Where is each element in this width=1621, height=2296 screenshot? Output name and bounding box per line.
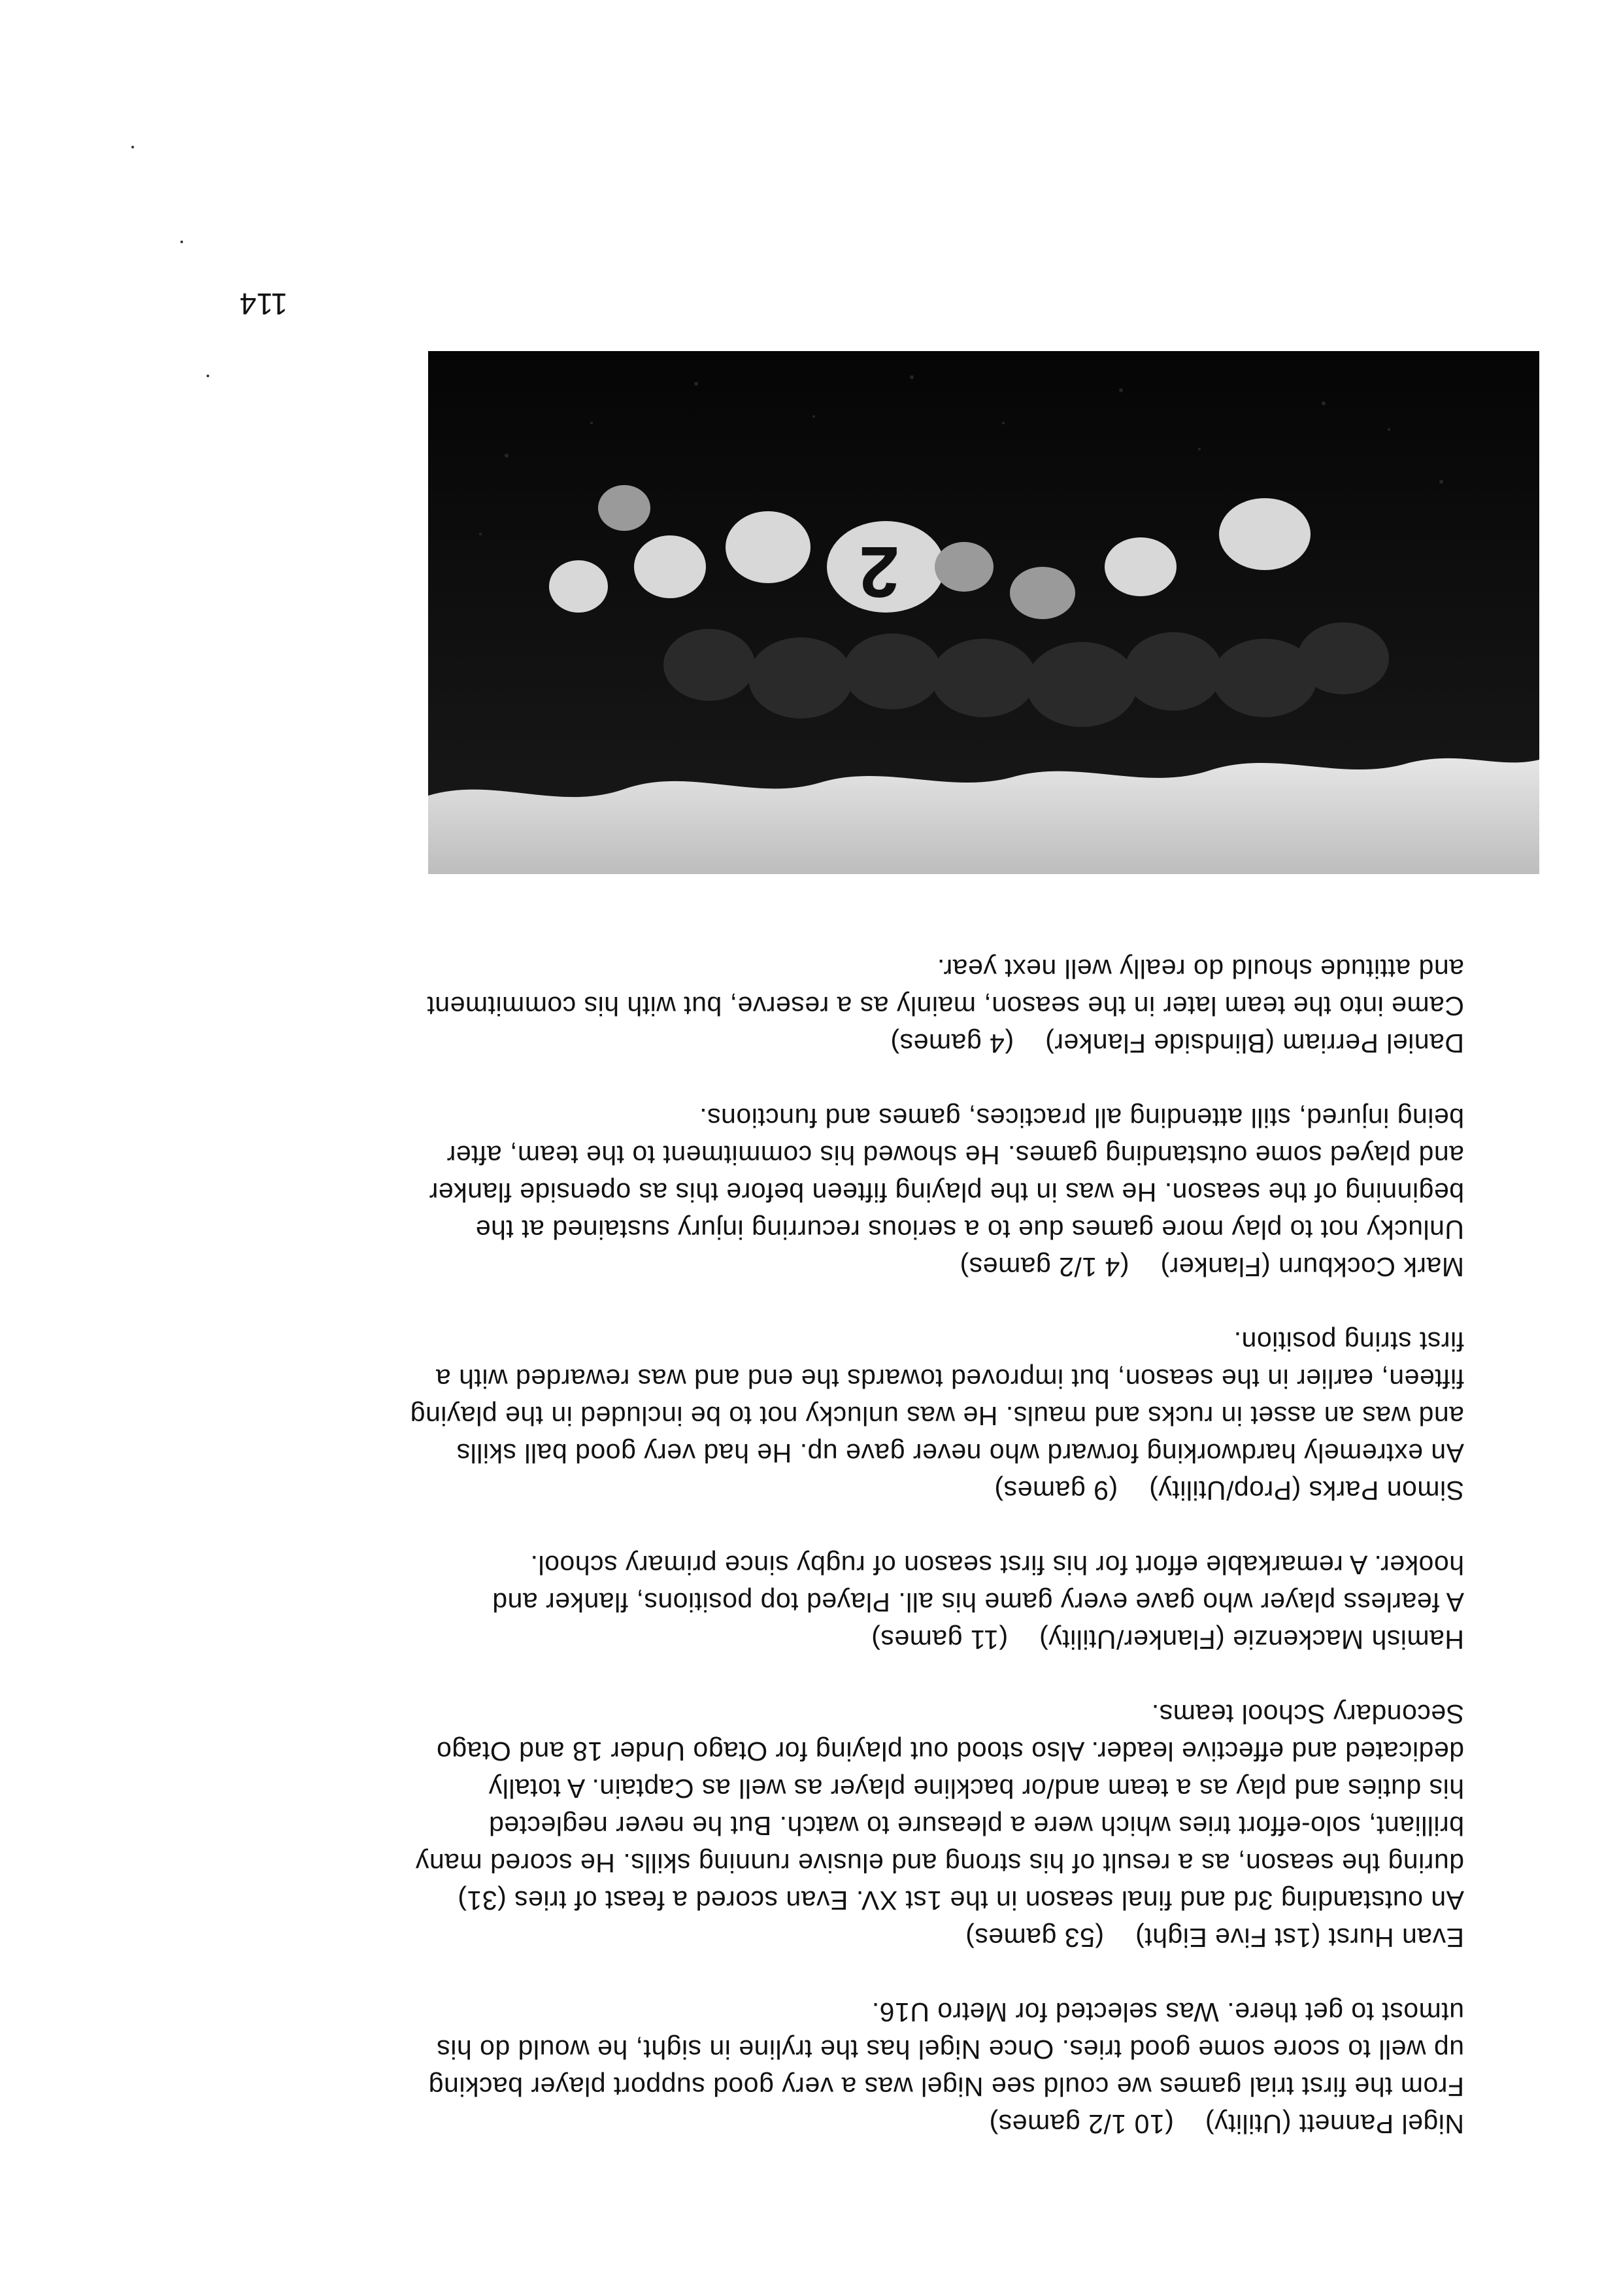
scan-speck	[180, 241, 183, 243]
report-line: being injured, still attending all practices, games and functions.	[699, 1103, 1464, 1133]
games-played: (11 games)	[871, 1625, 1009, 1655]
player-name-position: Hamish Mackenzie (Flanker/Utility)	[1039, 1625, 1464, 1655]
report-line: and was an asset in rucks and mauls. He was unlucky not to be included in the playing	[410, 1401, 1464, 1431]
report-line: up well to score some good tries. Once Nigel has the tryline in sight, he would do his	[436, 2034, 1464, 2065]
player-heading	[150, 1919, 1464, 1956]
jersey-number: 2	[859, 532, 899, 612]
report-line: Unlucky not to play more games due to a serious recurring injury sustained at the	[475, 1215, 1464, 1245]
player-name-position: Daniel Perriam (Blindside Flanker)	[1044, 1028, 1464, 1058]
player-reports	[150, 913, 1464, 2142]
player-entry	[150, 950, 1464, 1062]
page-number: 114	[239, 287, 288, 321]
report-line: and attitude should do really well next year.	[937, 954, 1464, 984]
player-name-position: Mark Cockburn (Flanker)	[1160, 1252, 1464, 1282]
rugby-scrum-image	[428, 351, 1539, 874]
scan-speck	[207, 375, 209, 377]
player-report-text	[150, 1099, 1464, 1248]
report-line: Secondary School teams.	[1151, 1699, 1464, 1729]
report-line: hooker. A remarkable effort for his first season of rugby since primary school.	[530, 1550, 1464, 1580]
games-played: (9 games)	[994, 1476, 1118, 1506]
player-heading	[150, 1472, 1464, 1509]
player-entry	[150, 1546, 1464, 1658]
player-report-text	[150, 1546, 1464, 1621]
player-entry	[150, 1323, 1464, 1509]
report-line: An extremely hardworking forward who never gave up. He had very good ball skills	[456, 1438, 1464, 1468]
games-played: (10 1/2 games)	[989, 2109, 1174, 2139]
report-line: beginning of the season. He was in the playing fifteen before this as openside flanker	[429, 1177, 1464, 1207]
player-name-position: Nigel Pannett (Utility)	[1205, 2109, 1464, 2139]
player-entry	[150, 1099, 1464, 1285]
player-heading	[150, 1024, 1464, 1062]
scan-speck	[131, 146, 134, 148]
player-heading	[150, 1248, 1464, 1285]
player-entry	[150, 1695, 1464, 1956]
player-name-position: Evan Hurst (1st Five Eight)	[1135, 1923, 1464, 1953]
games-played: (4 games)	[890, 1028, 1014, 1058]
report-line: fifteen, earlier in the season, but improved towards the end and was rewarded with a	[435, 1364, 1464, 1394]
report-line: and played some outstanding games. He showed his commitment to the team, after	[446, 1140, 1464, 1170]
team-photo	[428, 351, 1539, 874]
report-line: From the first trial games we could see Nigel was a very good support player backing	[428, 2072, 1464, 2102]
player-heading	[150, 1621, 1464, 1658]
games-played: (53 games)	[965, 1923, 1105, 1953]
report-line: utmost to get there. Was selected for Metro U16.	[871, 1997, 1464, 2027]
player-heading	[150, 2105, 1464, 2142]
report-line: Came into the team later in the season, mainly as a reserve, but with his commitment	[426, 991, 1464, 1021]
report-line: A fearless player who gave every game his all. Played top positions, flanker and	[492, 1587, 1464, 1617]
player-name-position: Simon Parks (Prop/Utility)	[1148, 1476, 1464, 1506]
player-entry	[150, 1993, 1464, 2142]
report-line: first string position.	[1233, 1326, 1464, 1357]
player-report-text	[150, 1695, 1464, 1919]
player-report-text	[150, 1323, 1464, 1472]
report-line: during the season, as a result of his strong and elusive running skills. He scored many	[415, 1848, 1464, 1878]
report-line: dedicated and effective leader. Also stood out playing for Otago Under 18 and Otago	[436, 1736, 1464, 1766]
player-report-text	[150, 950, 1464, 1024]
report-line: his duties and play as a team and/or backline player as well as Captain. A totally	[488, 1774, 1464, 1804]
report-line: brilliant, solo-effort tries which were a pleasure to watch. But he never neglected	[488, 1811, 1464, 1841]
report-line: An outstanding 3rd and final season in the 1st XV. Evan scored a feast of tries (31)	[457, 1885, 1464, 1916]
player-report-text	[150, 1993, 1464, 2105]
games-played: (4 1/2 games)	[960, 1252, 1129, 1282]
